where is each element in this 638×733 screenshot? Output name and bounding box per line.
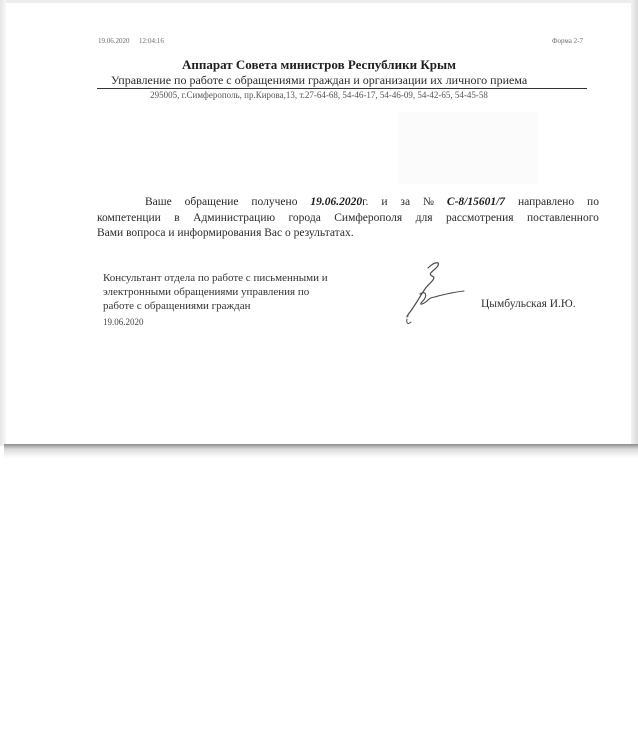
notice-word: Симферополя <box>334 211 403 224</box>
signatory-position <box>103 271 403 313</box>
notice-word: обращение <box>184 196 239 208</box>
notice-line-2 <box>97 211 599 227</box>
notice-word: и <box>381 196 388 208</box>
scan-edge-shadow <box>4 444 638 458</box>
redacted-area <box>398 112 538 184</box>
notice-word: по <box>587 196 599 208</box>
scan-edge-top <box>0 0 638 3</box>
position-line: Консультант отдела по работе с письменными и <box>103 272 328 284</box>
notice-word: компетенции <box>97 211 161 224</box>
blank-area <box>0 458 638 733</box>
notice-line-1 <box>97 195 599 211</box>
receipt-date-group <box>310 195 368 211</box>
form-code: Форма 2-7 <box>552 37 583 45</box>
receipt-date: 19.06.2020 <box>310 196 363 208</box>
organization-title: Аппарат Совета министров Республики Крым <box>181 57 456 72</box>
notice-word: Ваше <box>145 196 172 208</box>
print-time: 12:04:16 <box>139 37 164 45</box>
signature-date: 19.06.2020 <box>103 317 144 327</box>
notice-word: получено <box>251 196 298 208</box>
notice-word: поставленного <box>526 211 599 224</box>
print-date: 19.06.2020 <box>98 37 130 45</box>
position-line: электронными обращениями управления по <box>103 286 310 298</box>
position-line: работе с обращениями граждан <box>103 300 251 312</box>
department-name: Управление по работе с обращениями граждан и организации их личного приема <box>110 73 528 87</box>
notice-word: направлено <box>517 196 575 208</box>
header-rule <box>97 88 587 89</box>
notice-text <box>97 195 599 242</box>
notice-line-3: Вами вопроса и информирования Вас о результатах. <box>97 227 354 239</box>
notice-word: для <box>415 211 433 224</box>
number-sign: № <box>423 196 434 208</box>
signer-name: Цымбульская И.Ю. <box>481 298 576 310</box>
notice-word: города <box>288 211 321 224</box>
handwritten-signature-icon <box>398 256 468 328</box>
notice-word: в <box>174 211 180 224</box>
notice-word: г. <box>362 196 369 208</box>
notice-word: Администрацию <box>193 211 276 224</box>
notice-word: за <box>400 196 411 208</box>
organization-address: 295005, г.Симферополь, пр.Кирова,13, т.27-64-68, 54-46-17, 54-46-09, 54-42-65, 54-45-58 <box>150 90 488 100</box>
notice-word: рассмотрения <box>445 211 514 224</box>
registration-number: С-8/15601/7 <box>446 196 506 208</box>
